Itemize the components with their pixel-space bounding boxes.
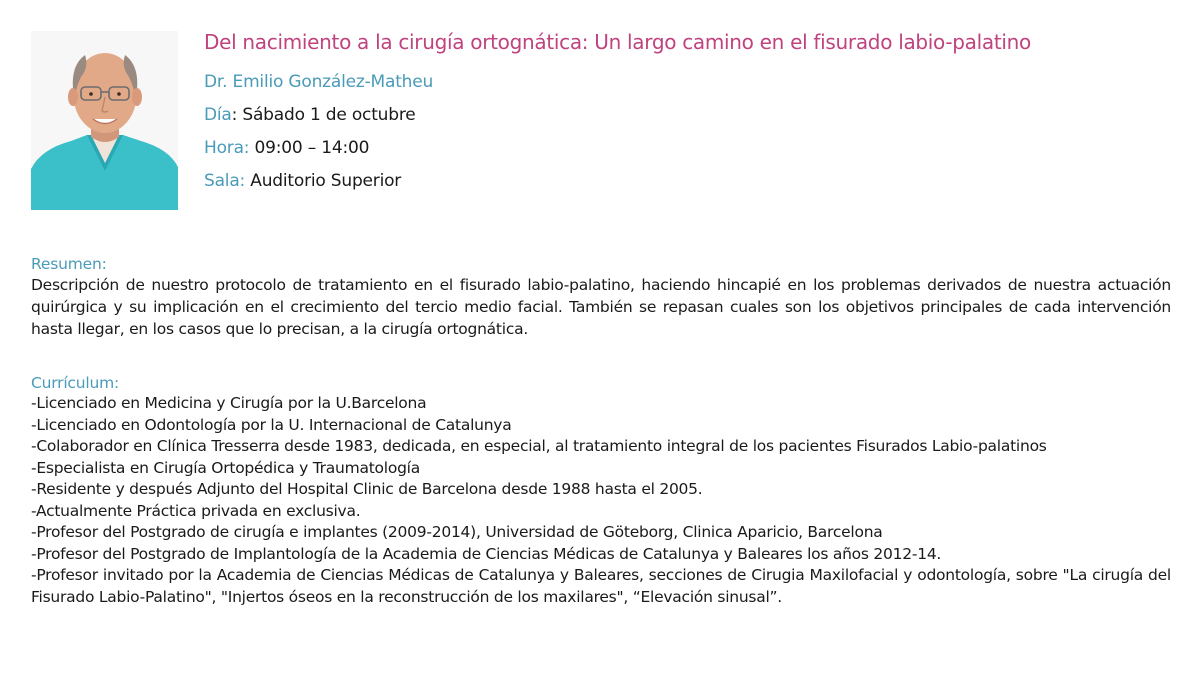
- resumen-heading: Resumen:: [31, 255, 107, 273]
- curriculum-item: -Profesor del Postgrado de Implantología de la Academia de Ciencias Médicas de Catalunya y Baleares los años 2012-14.: [31, 544, 942, 563]
- room-row: [204, 169, 1184, 193]
- curriculum-item: -Profesor del Postgrado de cirugía e implantes (2009-2014), Universidad de Göteborg, Clinica Aparicio, Barcelona: [31, 523, 883, 541]
- curriculum-item: -Licenciado en Medicina y Cirugía por la U.Barcelona: [31, 394, 427, 412]
- resumen-section: [31, 254, 1171, 340]
- day-value: : Sábado 1 de octubre: [231, 105, 416, 125]
- session-title: Del nacimiento a la cirugía ortognática: Un largo camino en el fisurado labio-palatino: [204, 30, 1031, 54]
- session-header: [204, 28, 1184, 202]
- room-value: Auditorio Superior: [245, 171, 402, 191]
- curriculum-item: -Actualmente Práctica privada en exclusiva.: [31, 501, 361, 520]
- time-value: 09:00 – 14:00: [249, 138, 370, 158]
- curriculum-section: [31, 373, 1171, 608]
- curriculum-heading: Currículum:: [31, 374, 120, 392]
- day-label: Día: [204, 105, 232, 125]
- day-row: [204, 103, 1184, 127]
- curriculum-item: -Licenciado en Odontología por la U. Internacional de Catalunya: [31, 415, 512, 434]
- curriculum-item: -Especialista en Cirugía Ortopédica y Traumatología: [31, 458, 420, 477]
- time-row: [204, 136, 1184, 160]
- speaker-name: Dr. Emilio González-Matheu: [204, 72, 434, 92]
- speaker-photo: [31, 31, 178, 210]
- room-label: Sala:: [204, 171, 246, 191]
- resumen-text: Descripción de nuestro protocolo de tratamiento en el fisurado labio-palatino, haciendo hincapié en los problemas derivados de nuestra actuación quirúrgica y su implicación en el crecimiento del tercio medio facial. También se repasan cuales son los objetivos principales de cada intervención hasta llegar, en los casos que lo precisan, a la cirugía ortognática.: [31, 276, 1171, 338]
- speaker-portrait-icon: [31, 31, 178, 210]
- curriculum-item: -Colaborador en Clínica Tresserra desde 1983, dedicada, en especial, al tratamiento integral de los pacientes Fisurados Labio-palatinos: [31, 437, 1047, 455]
- time-label: Hora:: [204, 138, 250, 158]
- curriculum-item: -Profesor invitado por la Academia de Ciencias Médicas de Catalunya y Baleares, secciones de Cirugia Maxilofacial y odontología, sobre "La cirugía del Fisurado Labio-Palatino", "Injertos óseos en la reconstrucción de los maxilares", “Elevación sinusal”.: [31, 566, 1171, 606]
- curriculum-list: [31, 393, 1171, 608]
- curriculum-item: -Residente y después Adjunto del Hospital Clinic de Barcelona desde 1988 hasta el 2005.: [31, 480, 703, 498]
